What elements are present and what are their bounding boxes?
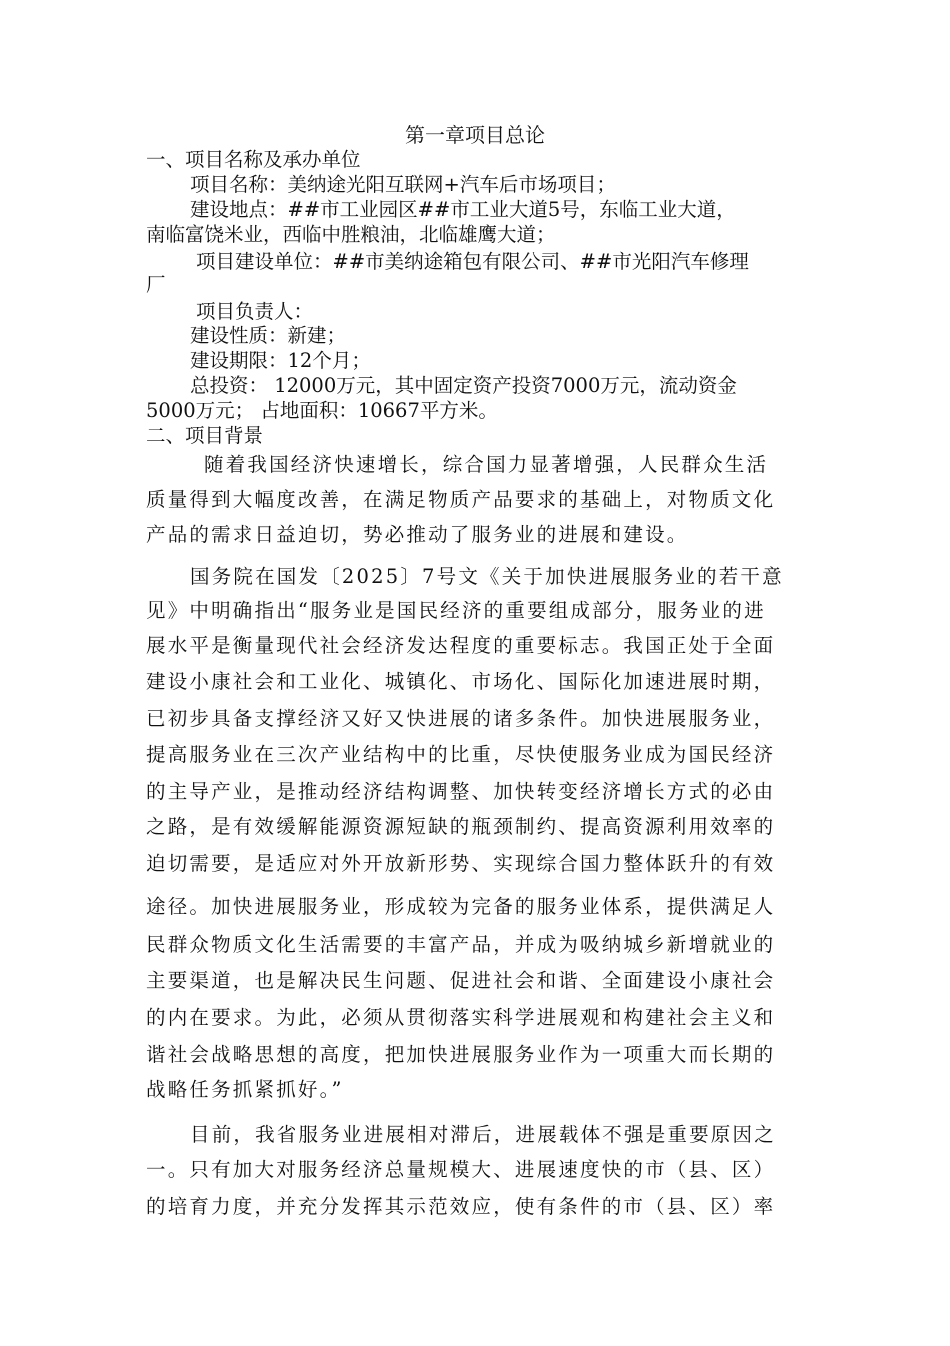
- section-heading: 二、项目背景: [146, 424, 264, 447]
- paragraph-line: 随着我国经济快速增长，综合国力显著增强，人民群众生活: [204, 453, 769, 476]
- total-investment-line-cont: 5000万元； 占地面积：10667平方米。: [146, 399, 498, 422]
- paragraph-line: 途径。加快进展服务业，形成较为完备的服务业体系，提供满足人: [146, 895, 776, 918]
- paragraph-line: 的主导产业，是推动经济结构调整、加快转变经济增长方式的必由: [146, 780, 776, 803]
- project-unit-line-cont: 厂: [146, 273, 166, 296]
- paragraph-line: 质量得到大幅度改善，在满足物质产品要求的基础上，对物质文化: [146, 488, 776, 511]
- paragraph-line: 展水平是衡量现代社会经济发达程度的重要标志。我国正处于全面: [146, 634, 776, 657]
- construction-nature-line: 建设性质：新建；: [190, 324, 347, 347]
- paragraph-line: 战略任务抓紧抓好。”: [146, 1078, 344, 1101]
- paragraph-line: 见》中明确指出“服务业是国民经济的重要组成部分，服务业的进: [146, 599, 766, 622]
- paragraph-line: 民群众物质文化生活需要的丰富产品，并成为吸纳城乡新增就业的: [146, 933, 776, 956]
- project-location-line-cont: 南临富饶米业，西临中胜粮油，北临雄鹰大道；: [146, 223, 556, 246]
- paragraph-line: 一。只有加大对服务经济总量规模大、进展速度快的市（县、区）: [146, 1158, 776, 1181]
- total-investment-line: 总投资： 12000万元，其中固定资产投资7000万元，流动资金: [190, 374, 737, 397]
- project-unit-line: 项目建设单位：##市美纳途箱包有限公司、##市光阳汽车修理: [196, 250, 749, 273]
- paragraph-line: 国务院在国发〔2025〕7号文《关于加快进展服务业的若干意: [190, 565, 784, 588]
- paragraph-line: 已初步具备支撑经济又好又快进展的诸多条件。加快进展服务业，: [146, 707, 776, 730]
- project-location-line: 建设地点：##市工业园区##市工业大道5号，东临工业大道，: [190, 198, 736, 221]
- paragraph-line: 产品的需求日益迫切，势必推动了服务业的进展和建设。: [146, 523, 689, 546]
- project-leader-line: 项目负责人：: [196, 300, 314, 323]
- paragraph-line: 目前，我省服务业进展相对滞后，进展载体不强是重要原因之: [190, 1123, 776, 1146]
- paragraph-line: 之路，是有效缓解能源资源短缺的瓶颈制约、提高资源利用效率的: [146, 815, 776, 838]
- paragraph-line: 的培育力度，并充分发挥其示范效应，使有条件的市（县、区）率: [146, 1195, 776, 1218]
- paragraph-line: 迫切需要，是适应对外开放新形势、实现综合国力整体跃升的有效: [146, 852, 776, 875]
- chapter-title: 第一章项目总论: [405, 123, 545, 147]
- paragraph-line: 建设小康社会和工业化、城镇化、市场化、国际化加速进展时期，: [146, 670, 776, 693]
- section-heading: 一、项目名称及承办单位: [146, 148, 361, 171]
- paragraph-line: 的内在要求。为此，必须从贯彻落实科学进展观和构建社会主义和: [146, 1006, 776, 1029]
- paragraph-line: 主要渠道，也是解决民生问题、促进社会和谐、全面建设小康社会: [146, 969, 776, 992]
- project-name-line: 项目名称：美纳途光阳互联网+汽车后市场项目；: [190, 173, 616, 196]
- paragraph-line: 谐社会战略思想的高度，把加快进展服务业作为一项重大而长期的: [146, 1043, 776, 1066]
- paragraph-line: 提高服务业在三次产业结构中的比重，尽快使服务业成为国民经济: [146, 743, 776, 766]
- construction-period-line: 建设期限：12个月；: [190, 349, 371, 372]
